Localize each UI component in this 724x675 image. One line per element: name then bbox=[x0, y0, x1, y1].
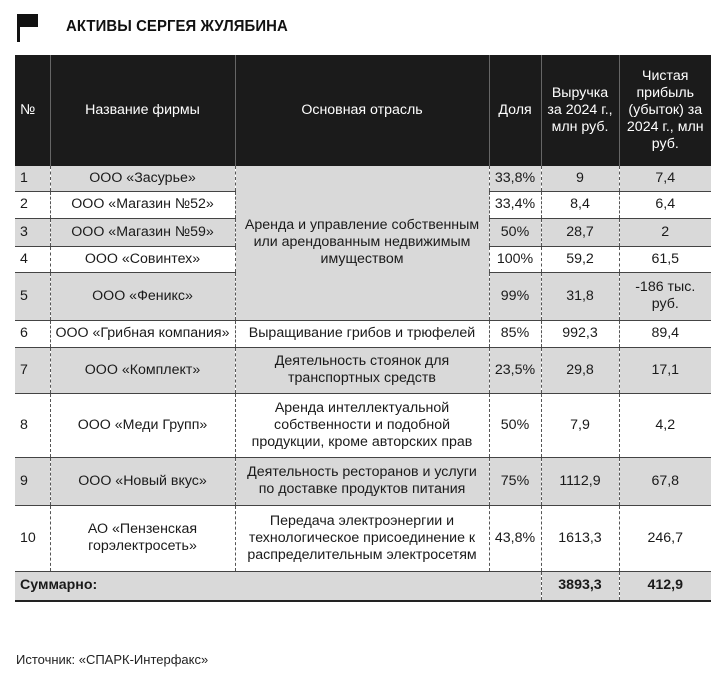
row-industry: Деятельность стоянок для транспортных средств bbox=[235, 347, 489, 393]
col-header-share: Доля bbox=[489, 55, 541, 166]
row-share: 50% bbox=[489, 393, 541, 457]
row-industry-merged: Аренда и управление собственным или арендованным недвижимым имуществом bbox=[235, 166, 489, 320]
flag-icon bbox=[16, 12, 38, 42]
table-row bbox=[15, 166, 711, 191]
col-header-industry: Основная отрасль bbox=[235, 55, 489, 166]
row-num: 2 bbox=[15, 191, 50, 218]
row-share: 33,4% bbox=[489, 191, 541, 218]
row-revenue: 1112,9 bbox=[541, 457, 619, 505]
total-label: Суммарно: bbox=[15, 571, 541, 601]
row-revenue: 59,2 bbox=[541, 246, 619, 272]
page-title: АКТИВЫ СЕРГЕЯ ЖУЛЯБИНА bbox=[66, 18, 288, 35]
assets-table bbox=[15, 55, 711, 602]
row-firm: ООО «Магазин №52» bbox=[50, 191, 235, 218]
row-revenue: 7,9 bbox=[541, 393, 619, 457]
row-share: 43,8% bbox=[489, 505, 541, 571]
row-num: 7 bbox=[15, 347, 50, 393]
row-share: 99% bbox=[489, 272, 541, 320]
row-firm: ООО «Меди Групп» bbox=[50, 393, 235, 457]
row-profit: 2 bbox=[619, 218, 711, 246]
row-profit: 4,2 bbox=[619, 393, 711, 457]
row-profit: 89,4 bbox=[619, 320, 711, 347]
total-row bbox=[15, 571, 711, 601]
row-profit: 61,5 bbox=[619, 246, 711, 272]
row-firm: ООО «Совинтех» bbox=[50, 246, 235, 272]
table-header-row bbox=[15, 55, 711, 166]
row-profit: -186 тыс. руб. bbox=[619, 272, 711, 320]
col-header-num: № bbox=[15, 55, 50, 166]
row-share: 33,8% bbox=[489, 166, 541, 191]
row-industry: Выращивание грибов и трюфелей bbox=[235, 320, 489, 347]
header bbox=[16, 10, 304, 44]
row-firm: АО «Пензенская горэлектросеть» bbox=[50, 505, 235, 571]
table-row bbox=[15, 393, 711, 457]
row-industry: Передача электроэнергии и технологическое присоединение к распределительным электросетям bbox=[235, 505, 489, 571]
row-firm: ООО «Грибная компания» bbox=[50, 320, 235, 347]
row-firm: ООО «Засурье» bbox=[50, 166, 235, 191]
row-revenue: 31,8 bbox=[541, 272, 619, 320]
row-profit: 7,4 bbox=[619, 166, 711, 191]
row-revenue: 992,3 bbox=[541, 320, 619, 347]
row-share: 23,5% bbox=[489, 347, 541, 393]
col-header-revenue: Выручка за 2024 г., млн руб. bbox=[541, 55, 619, 166]
col-header-firm: Название фирмы bbox=[50, 55, 235, 166]
row-firm: ООО «Феникс» bbox=[50, 272, 235, 320]
row-profit: 6,4 bbox=[619, 191, 711, 218]
row-firm: ООО «Комплект» bbox=[50, 347, 235, 393]
row-num: 3 bbox=[15, 218, 50, 246]
table-row bbox=[15, 505, 711, 571]
row-num: 6 bbox=[15, 320, 50, 347]
row-share: 50% bbox=[489, 218, 541, 246]
row-firm: ООО «Магазин №59» bbox=[50, 218, 235, 246]
total-revenue: 3893,3 bbox=[541, 571, 619, 601]
row-share: 100% bbox=[489, 246, 541, 272]
row-num: 9 bbox=[15, 457, 50, 505]
row-share: 75% bbox=[489, 457, 541, 505]
source-note: Источник: «СПАРК-Интерфакс» bbox=[16, 652, 209, 667]
table-row bbox=[15, 347, 711, 393]
table-row bbox=[15, 457, 711, 505]
row-firm: ООО «Новый вкус» bbox=[50, 457, 235, 505]
row-num: 10 bbox=[15, 505, 50, 571]
row-revenue: 8,4 bbox=[541, 191, 619, 218]
row-num: 5 bbox=[15, 272, 50, 320]
table-row bbox=[15, 320, 711, 347]
row-profit: 17,1 bbox=[619, 347, 711, 393]
row-industry: Деятельность ресторанов и услуги по доставке продуктов питания bbox=[235, 457, 489, 505]
row-num: 8 bbox=[15, 393, 50, 457]
row-revenue: 9 bbox=[541, 166, 619, 191]
row-share: 85% bbox=[489, 320, 541, 347]
col-header-profit: Чистая прибыль (убыток) за 2024 г., млн руб. bbox=[619, 55, 711, 166]
row-revenue: 1613,3 bbox=[541, 505, 619, 571]
row-num: 4 bbox=[15, 246, 50, 272]
row-revenue: 28,7 bbox=[541, 218, 619, 246]
row-profit: 67,8 bbox=[619, 457, 711, 505]
row-num: 1 bbox=[15, 166, 50, 191]
total-profit: 412,9 bbox=[619, 571, 711, 601]
row-industry: Аренда интеллектуальной собственности и подобной продукции, кроме авторских прав bbox=[235, 393, 489, 457]
row-profit: 246,7 bbox=[619, 505, 711, 571]
row-revenue: 29,8 bbox=[541, 347, 619, 393]
